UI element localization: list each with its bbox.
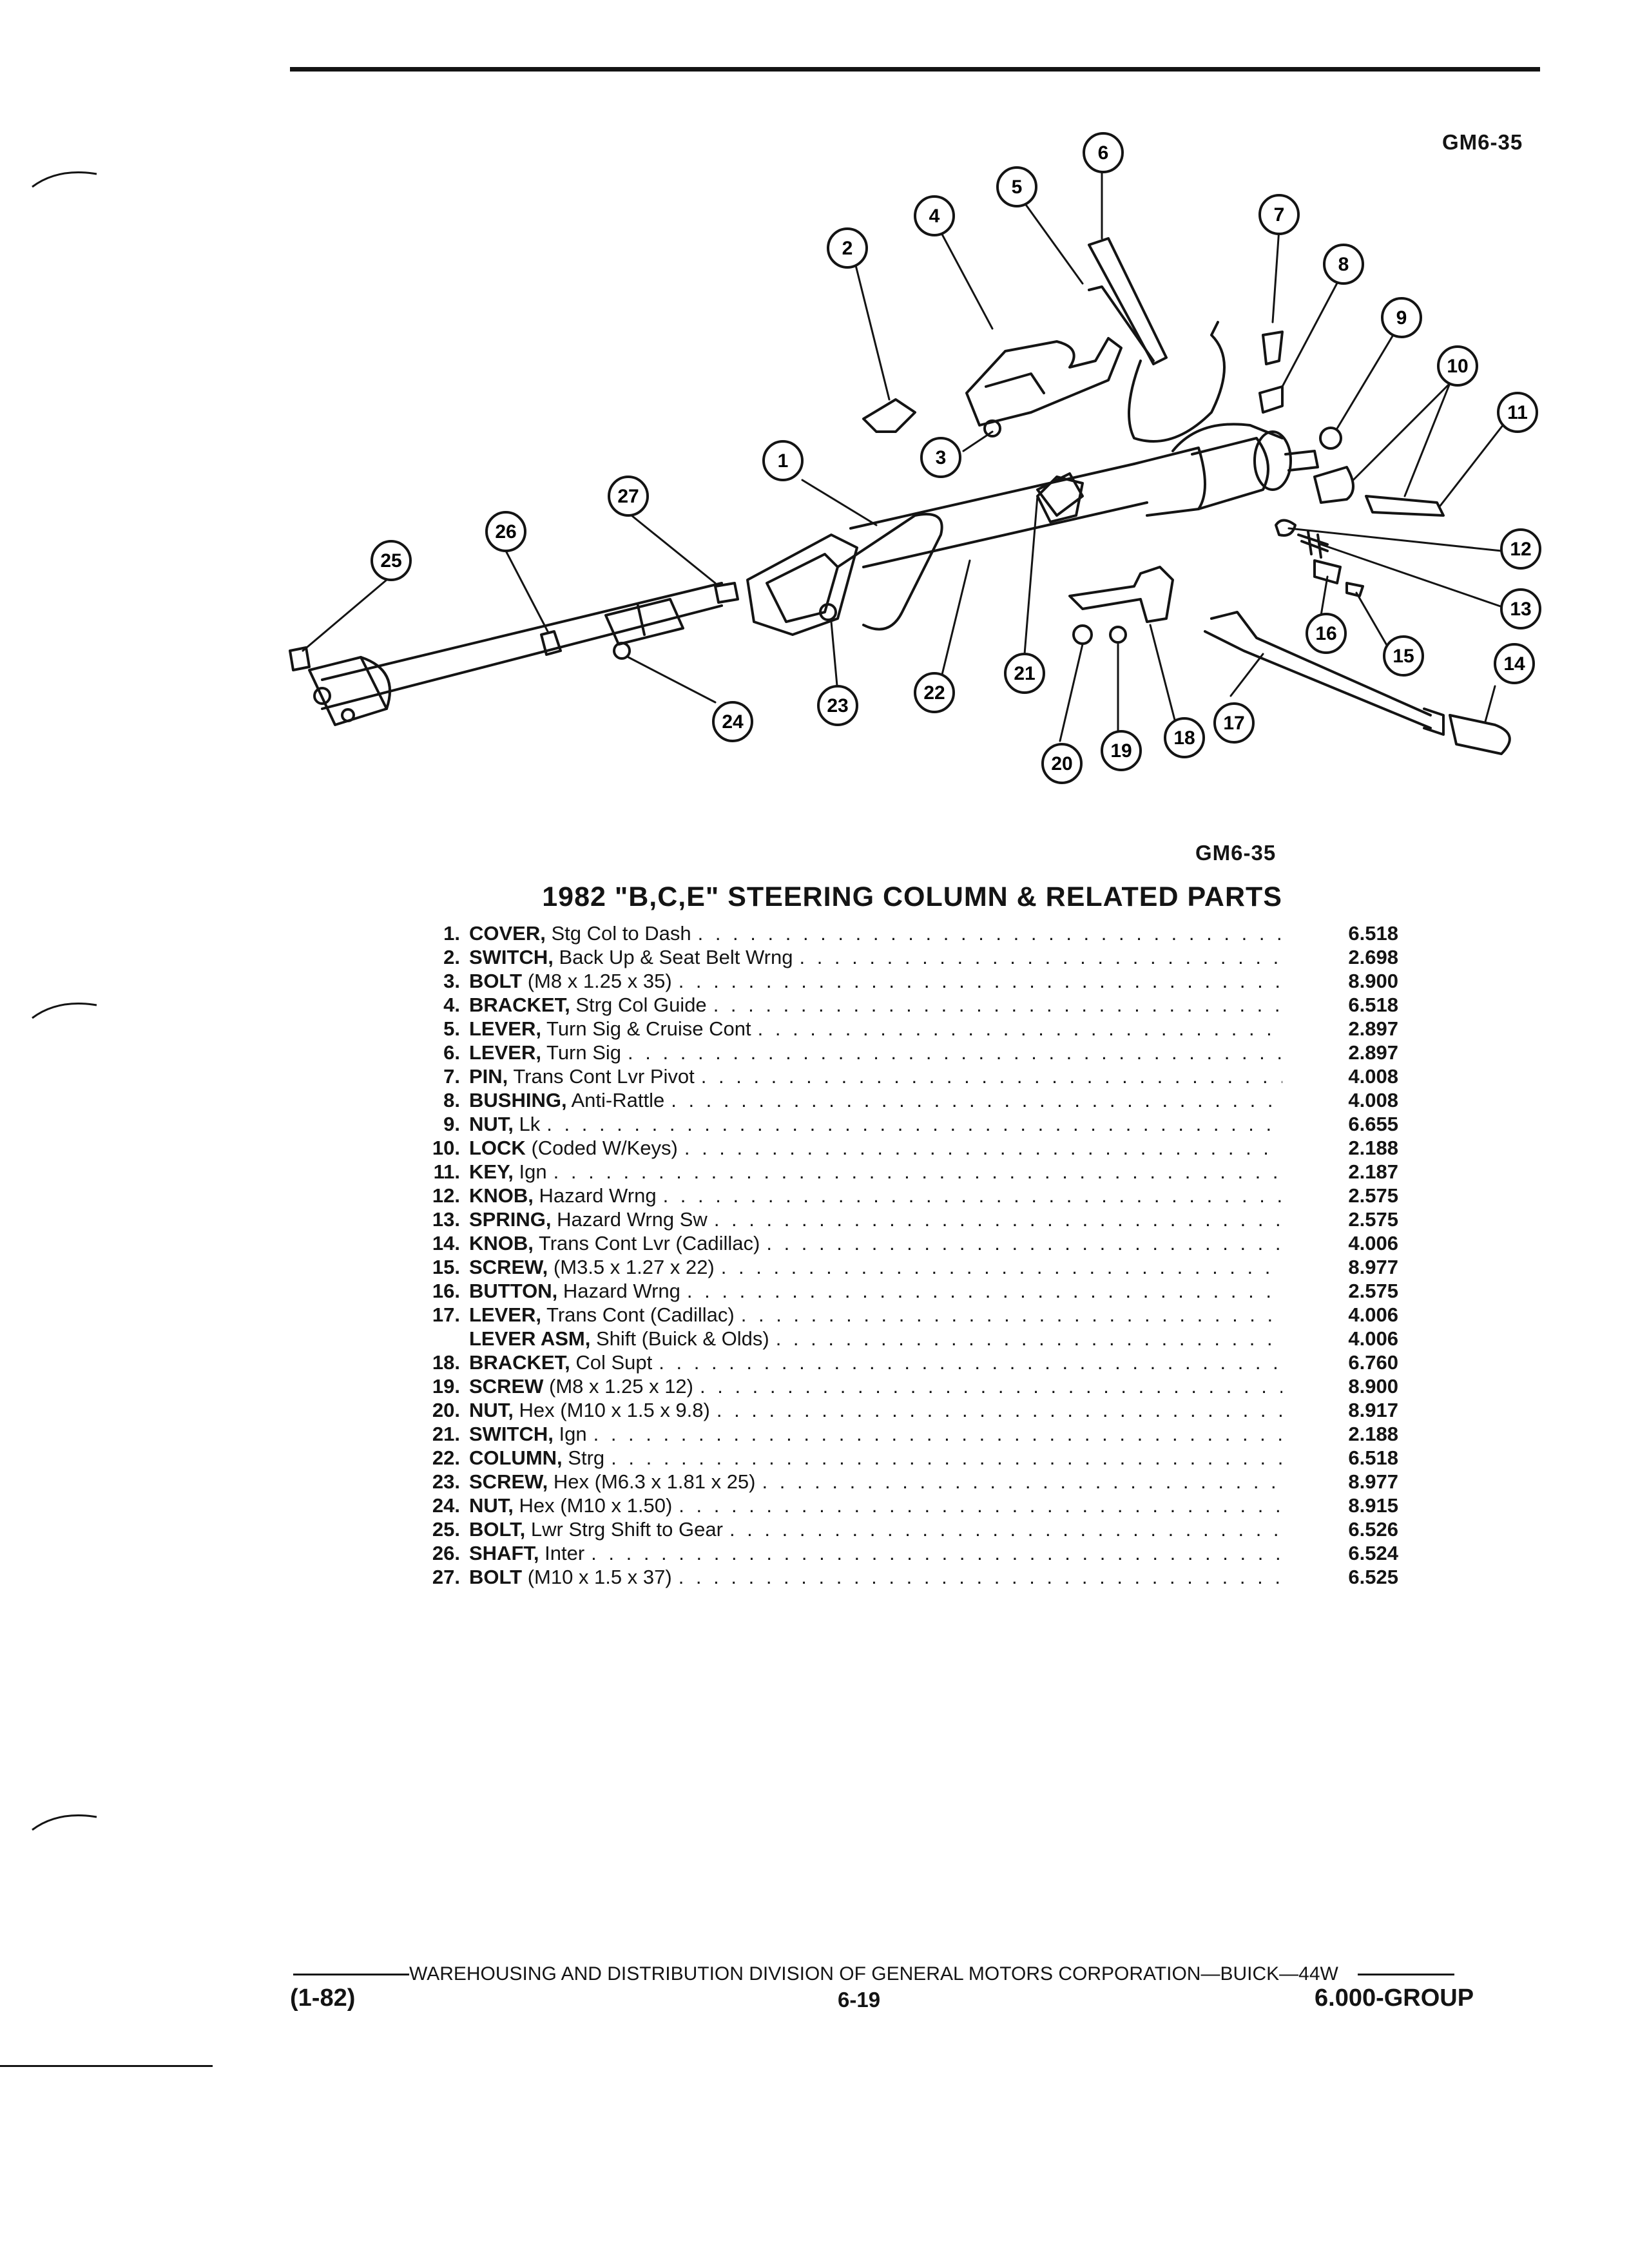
part-name: COLUMN, bbox=[469, 1446, 563, 1469]
parts-list-row bbox=[419, 1303, 1398, 1327]
footer-rule-left bbox=[293, 1974, 409, 1975]
footer-division-line bbox=[293, 1963, 1505, 1985]
part-description bbox=[460, 1017, 751, 1041]
svg-text:9: 9 bbox=[1396, 307, 1407, 329]
part-number: 2. bbox=[443, 946, 460, 968]
callout-5 bbox=[998, 168, 1036, 206]
footer-rule-right bbox=[1358, 1974, 1454, 1975]
leader-dots bbox=[776, 1327, 1282, 1350]
part-description bbox=[460, 1136, 678, 1160]
leader-dots bbox=[701, 1064, 1282, 1088]
part-spec: Stg Col to Dash bbox=[551, 922, 691, 945]
svg-text:4: 4 bbox=[929, 206, 940, 227]
part-spec: Back Up & Seat Belt Wrng bbox=[559, 946, 793, 968]
callout-16 bbox=[1307, 614, 1345, 653]
ignition-key-part bbox=[1366, 496, 1443, 515]
footer-date: (1-82) bbox=[290, 1984, 356, 2012]
leader-dots bbox=[671, 1088, 1282, 1112]
part-spec: (M8 x 1.25 x 12) bbox=[549, 1375, 693, 1398]
callout-7 bbox=[1260, 195, 1298, 234]
part-number: 7. bbox=[443, 1065, 460, 1088]
callout-22 bbox=[915, 673, 954, 712]
leader-dots bbox=[663, 1184, 1282, 1207]
part-spec: Inter bbox=[545, 1542, 585, 1564]
group-number: 4.006 bbox=[1348, 1232, 1398, 1254]
column-guide-bracket-part bbox=[967, 338, 1121, 425]
group-number: 2.188 bbox=[1348, 1137, 1398, 1159]
leader-dots bbox=[679, 969, 1282, 993]
part-number: 26. bbox=[432, 1542, 460, 1564]
part-name: SWITCH, bbox=[469, 1423, 554, 1445]
leader-dots bbox=[554, 1160, 1282, 1184]
exploded-parts-diagram bbox=[0, 0, 1629, 838]
part-number: 1. bbox=[443, 922, 460, 945]
part-spec: (M8 x 1.25 x 35) bbox=[527, 970, 672, 992]
svg-text:5: 5 bbox=[1011, 177, 1023, 198]
leader-dots bbox=[628, 1041, 1282, 1064]
parts-list-row bbox=[419, 1255, 1398, 1279]
svg-text:3: 3 bbox=[935, 447, 947, 468]
part-description bbox=[460, 1327, 769, 1350]
part-spec: Ign bbox=[519, 1160, 547, 1183]
part-description bbox=[460, 1303, 735, 1327]
anti-rattle-bushing-part bbox=[1260, 387, 1282, 412]
steering-column-part bbox=[851, 424, 1318, 567]
leader-dots bbox=[700, 1374, 1282, 1398]
svg-text:25: 25 bbox=[380, 550, 402, 572]
part-number: 15. bbox=[432, 1256, 460, 1278]
callout-4 bbox=[915, 197, 954, 235]
group-number: 8.977 bbox=[1348, 1470, 1398, 1493]
svg-text:17: 17 bbox=[1223, 713, 1245, 734]
part-name: LEVER, bbox=[469, 1017, 541, 1040]
parts-list-row bbox=[419, 1517, 1398, 1541]
part-description bbox=[460, 1565, 672, 1589]
part-name: SPRING, bbox=[469, 1208, 552, 1231]
group-number: 6.655 bbox=[1348, 1113, 1398, 1135]
part-name: BUSHING, bbox=[469, 1089, 567, 1111]
part-description bbox=[460, 1446, 604, 1470]
callout-24 bbox=[713, 702, 752, 741]
group-number: 2.188 bbox=[1348, 1423, 1398, 1445]
figure-code-bottom: GM6-35 bbox=[1195, 841, 1277, 865]
group-number: 8.900 bbox=[1348, 970, 1398, 992]
parts-list-row bbox=[419, 921, 1398, 945]
part-description bbox=[460, 1231, 760, 1255]
part-spec: Lk bbox=[519, 1113, 541, 1135]
callout-3 bbox=[921, 438, 960, 477]
column-support-bracket-part bbox=[1070, 567, 1173, 622]
part-name: SHAFT, bbox=[469, 1542, 539, 1564]
part-description bbox=[460, 1470, 756, 1494]
leader-dots bbox=[698, 921, 1282, 945]
part-number: 4. bbox=[443, 994, 460, 1016]
parts-list-title: 1982 "B,C,E" STEERING COLUMN & RELATED PARTS bbox=[542, 881, 1282, 912]
svg-text:26: 26 bbox=[495, 521, 517, 543]
part-description bbox=[460, 921, 691, 945]
part-name: LEVER ASM, bbox=[469, 1327, 591, 1350]
part-spec: Anti-Rattle bbox=[571, 1089, 665, 1111]
part-name: LEVER, bbox=[469, 1041, 541, 1064]
part-spec: Hex (M10 x 1.50) bbox=[519, 1494, 673, 1517]
callout-27 bbox=[609, 477, 648, 515]
parts-list-row bbox=[419, 1088, 1398, 1112]
part-description bbox=[460, 969, 672, 993]
parts-list-row bbox=[419, 1017, 1398, 1041]
part-name: BOLT bbox=[469, 970, 523, 992]
group-number: 4.006 bbox=[1348, 1303, 1398, 1326]
part-spec: (Coded W/Keys) bbox=[531, 1137, 678, 1159]
svg-text:12: 12 bbox=[1510, 539, 1532, 560]
part-number: 23. bbox=[432, 1470, 460, 1493]
part-name: LOCK bbox=[469, 1137, 526, 1159]
group-number: 6.525 bbox=[1348, 1566, 1398, 1588]
parts-list-row bbox=[419, 1470, 1398, 1494]
group-number: 4.008 bbox=[1348, 1089, 1398, 1111]
part-spec: Hex (M6.3 x 1.81 x 25) bbox=[553, 1470, 756, 1493]
part-number: 12. bbox=[432, 1184, 460, 1207]
part-description bbox=[460, 993, 707, 1017]
dash-cover-part bbox=[747, 514, 942, 635]
part-name: SWITCH, bbox=[469, 946, 554, 968]
callout-21 bbox=[1005, 654, 1044, 693]
part-name: KEY, bbox=[469, 1160, 514, 1183]
part-spec: Trans Cont Lvr Pivot bbox=[513, 1065, 695, 1088]
part-description bbox=[460, 1255, 715, 1279]
group-number: 8.977 bbox=[1348, 1256, 1398, 1278]
part-name: BRACKET, bbox=[469, 994, 570, 1016]
scan-mark-bottom-rule bbox=[0, 2065, 213, 2067]
parts-list-row bbox=[419, 1446, 1398, 1470]
part-description bbox=[460, 1184, 657, 1207]
part-number: 5. bbox=[443, 1017, 460, 1040]
part-description bbox=[460, 1064, 695, 1088]
part-number: 6. bbox=[443, 1041, 460, 1064]
group-number: 6.760 bbox=[1348, 1351, 1398, 1374]
svg-text:7: 7 bbox=[1273, 204, 1285, 226]
part-spec: Turn Sig & Cruise Cont bbox=[546, 1017, 751, 1040]
part-description bbox=[460, 1422, 587, 1446]
callout-23 bbox=[818, 686, 857, 725]
svg-text:10: 10 bbox=[1447, 356, 1469, 377]
leader-dots bbox=[762, 1470, 1283, 1494]
part-spec: Trans Cont (Cadillac) bbox=[546, 1303, 735, 1326]
part-description bbox=[460, 1279, 680, 1303]
callout-20 bbox=[1043, 744, 1081, 783]
part-description bbox=[460, 1494, 672, 1517]
part-name: COVER, bbox=[469, 922, 546, 945]
part-number: 16. bbox=[432, 1280, 460, 1302]
part-number: 20. bbox=[432, 1399, 460, 1421]
svg-text:2: 2 bbox=[842, 238, 853, 259]
leader-dots bbox=[714, 1207, 1282, 1231]
group-number: 6.518 bbox=[1348, 1446, 1398, 1469]
part-spec: Hex (M10 x 1.5 x 9.8) bbox=[519, 1399, 710, 1421]
part-name: KNOB, bbox=[469, 1184, 534, 1207]
callout-11 bbox=[1498, 393, 1537, 432]
svg-text:13: 13 bbox=[1510, 599, 1532, 620]
svg-text:21: 21 bbox=[1014, 663, 1036, 684]
part-name: KNOB, bbox=[469, 1232, 534, 1254]
part-number: 22. bbox=[432, 1446, 460, 1469]
group-number: 2.575 bbox=[1348, 1208, 1398, 1231]
part-name: BUTTON, bbox=[469, 1280, 558, 1302]
part-description bbox=[460, 1112, 540, 1136]
part-number: 17. bbox=[432, 1303, 460, 1326]
parts-list-row bbox=[419, 1350, 1398, 1374]
group-number: 6.518 bbox=[1348, 994, 1398, 1016]
scan-mark-middle bbox=[26, 992, 103, 1031]
callout-1 bbox=[764, 441, 802, 480]
part-number: 25. bbox=[432, 1518, 460, 1541]
parts-list-row bbox=[419, 1494, 1398, 1517]
part-description bbox=[460, 945, 793, 969]
callout-19 bbox=[1102, 731, 1141, 770]
backup-switch-part bbox=[863, 399, 915, 432]
part-name: SCREW, bbox=[469, 1256, 548, 1278]
leader-dots bbox=[659, 1350, 1282, 1374]
part-name: NUT, bbox=[469, 1399, 514, 1421]
part-description bbox=[460, 1088, 664, 1112]
part-number: 19. bbox=[432, 1375, 460, 1398]
leader-dots bbox=[717, 1398, 1282, 1422]
part-name: NUT, bbox=[469, 1494, 514, 1517]
svg-text:11: 11 bbox=[1507, 402, 1528, 423]
leader-dots bbox=[687, 1279, 1282, 1303]
leader-dots bbox=[679, 1494, 1282, 1517]
footer-group: 6.000-GROUP bbox=[1315, 1984, 1474, 2012]
svg-text:8: 8 bbox=[1338, 254, 1349, 275]
group-number: 2.575 bbox=[1348, 1280, 1398, 1302]
parts-list-row bbox=[419, 969, 1398, 993]
footer-division-text: WAREHOUSING AND DISTRIBUTION DIVISION OF GENERAL MOTORS CORPORATION—BUICK—44W bbox=[409, 1963, 1338, 1984]
callout-12 bbox=[1501, 530, 1540, 568]
figure-code-top: GM6-35 bbox=[1442, 130, 1523, 154]
scan-mark-top bbox=[26, 161, 103, 200]
callout-25 bbox=[372, 541, 410, 580]
part-name: BOLT bbox=[469, 1566, 523, 1588]
svg-text:27: 27 bbox=[617, 486, 639, 507]
parts-list-row bbox=[419, 1327, 1398, 1350]
svg-text:1: 1 bbox=[777, 450, 789, 472]
part-number: 11. bbox=[433, 1160, 460, 1183]
callout-17 bbox=[1215, 704, 1253, 742]
group-number: 4.006 bbox=[1348, 1327, 1398, 1350]
group-number: 8.915 bbox=[1348, 1494, 1398, 1517]
parts-list-row bbox=[419, 1374, 1398, 1398]
part-number: 8. bbox=[443, 1089, 460, 1111]
svg-text:6: 6 bbox=[1097, 142, 1109, 164]
svg-text:15: 15 bbox=[1393, 646, 1414, 667]
svg-text:23: 23 bbox=[827, 695, 849, 716]
callout-26 bbox=[487, 512, 525, 551]
part-description bbox=[460, 1207, 708, 1231]
part-name: BRACKET, bbox=[469, 1351, 570, 1374]
leader-dots bbox=[679, 1565, 1282, 1589]
parts-list-row bbox=[419, 1064, 1398, 1088]
leader-dots bbox=[758, 1017, 1282, 1041]
part-spec: (M10 x 1.5 x 37) bbox=[527, 1566, 672, 1588]
part-spec: Hazard Wrng bbox=[563, 1280, 680, 1302]
callout-15 bbox=[1384, 637, 1423, 675]
scan-mark-lower bbox=[26, 1804, 103, 1843]
callout-2 bbox=[828, 229, 867, 267]
svg-text:14: 14 bbox=[1503, 653, 1525, 675]
group-number: 8.900 bbox=[1348, 1375, 1398, 1398]
leader-dots bbox=[611, 1446, 1282, 1470]
leader-dots bbox=[591, 1541, 1282, 1565]
part-spec: Strg Col Guide bbox=[575, 994, 707, 1016]
part-name: LEVER, bbox=[469, 1303, 541, 1326]
parts-list-row bbox=[419, 1041, 1398, 1064]
leader-dots bbox=[729, 1517, 1282, 1541]
part-description bbox=[460, 1041, 621, 1064]
callout-8 bbox=[1324, 245, 1363, 284]
callout-10 bbox=[1438, 347, 1477, 385]
part-spec: Hazard Wrng Sw bbox=[557, 1208, 708, 1231]
svg-text:16: 16 bbox=[1315, 623, 1337, 644]
part-number: 27. bbox=[432, 1566, 460, 1588]
svg-text:18: 18 bbox=[1173, 727, 1195, 749]
group-number: 4.008 bbox=[1348, 1065, 1398, 1088]
leader-dots bbox=[713, 993, 1282, 1017]
callout-6 bbox=[1084, 133, 1123, 172]
part-number: 3. bbox=[443, 970, 460, 992]
parts-list-row bbox=[419, 1422, 1398, 1446]
part-spec: Hazard Wrng bbox=[539, 1184, 657, 1207]
parts-list-row bbox=[419, 1279, 1398, 1303]
part-description bbox=[460, 1398, 710, 1422]
screw-part bbox=[1347, 583, 1363, 596]
part-number: 9. bbox=[443, 1113, 460, 1135]
leader-dots bbox=[741, 1303, 1282, 1327]
part-spec: Ign bbox=[559, 1423, 587, 1445]
svg-text:19: 19 bbox=[1110, 740, 1132, 762]
lock-nut-part bbox=[1320, 428, 1341, 448]
part-spec: Turn Sig bbox=[546, 1041, 622, 1064]
parts-list-row bbox=[419, 945, 1398, 969]
part-number: 21. bbox=[432, 1423, 460, 1445]
group-number: 2.698 bbox=[1348, 946, 1398, 968]
part-number: 24. bbox=[432, 1494, 460, 1517]
part-number: 10. bbox=[432, 1137, 460, 1159]
part-number: 14. bbox=[432, 1232, 460, 1254]
parts-list-row bbox=[419, 1207, 1398, 1231]
parts-list-row bbox=[419, 1160, 1398, 1184]
group-number: 8.917 bbox=[1348, 1399, 1398, 1421]
parts-list-row bbox=[419, 1565, 1398, 1589]
group-number: 6.518 bbox=[1348, 922, 1398, 945]
part-spec: Lwr Strg Shift to Gear bbox=[530, 1518, 723, 1541]
part-spec: Shift (Buick & Olds) bbox=[595, 1327, 769, 1350]
intermediate-shaft-part bbox=[309, 583, 722, 725]
part-description bbox=[460, 1160, 547, 1184]
part-spec: Trans Cont Lvr (Cadillac) bbox=[538, 1232, 760, 1254]
svg-text:20: 20 bbox=[1051, 753, 1073, 774]
svg-text:24: 24 bbox=[722, 711, 744, 733]
group-number: 2.187 bbox=[1348, 1160, 1398, 1183]
callout-18 bbox=[1165, 718, 1204, 757]
leader-dots bbox=[721, 1255, 1282, 1279]
parts-list-row bbox=[419, 1231, 1398, 1255]
group-number: 2.897 bbox=[1348, 1041, 1398, 1064]
callout-14 bbox=[1495, 644, 1534, 683]
part-name: SCREW, bbox=[469, 1470, 548, 1493]
part-description bbox=[460, 1541, 584, 1565]
part-spec: Strg bbox=[568, 1446, 605, 1469]
group-number: 6.526 bbox=[1348, 1518, 1398, 1541]
parts-list-row bbox=[419, 1398, 1398, 1422]
parts-list-row bbox=[419, 993, 1398, 1017]
part-spec: Col Supt bbox=[575, 1351, 653, 1374]
part-spec: (M3.5 x 1.27 x 22) bbox=[553, 1256, 715, 1278]
part-name: SCREW bbox=[469, 1375, 544, 1398]
part-number: 18. bbox=[432, 1351, 460, 1374]
parts-list bbox=[419, 921, 1398, 1589]
lock-part bbox=[1315, 467, 1353, 503]
group-number: 2.897 bbox=[1348, 1017, 1398, 1040]
part-description bbox=[460, 1350, 652, 1374]
parts-list-row bbox=[419, 1136, 1398, 1160]
parts-list-row bbox=[419, 1184, 1398, 1207]
svg-text:22: 22 bbox=[923, 682, 945, 704]
part-number: 13. bbox=[432, 1208, 460, 1231]
group-number: 2.575 bbox=[1348, 1184, 1398, 1207]
leader-dots bbox=[766, 1231, 1282, 1255]
part-name: NUT, bbox=[469, 1113, 514, 1135]
leader-dots bbox=[546, 1112, 1282, 1136]
callout-9 bbox=[1382, 298, 1421, 337]
pivot-pin-part bbox=[1263, 332, 1282, 364]
parts-list-row bbox=[419, 1541, 1398, 1565]
part-description bbox=[460, 1517, 723, 1541]
group-number: 6.524 bbox=[1348, 1542, 1398, 1564]
callout-13 bbox=[1501, 590, 1540, 628]
leader-dots bbox=[593, 1422, 1282, 1446]
part-description bbox=[460, 1374, 693, 1398]
parts-list-row bbox=[419, 1112, 1398, 1136]
footer-page-number: 6-19 bbox=[838, 1988, 881, 2012]
leader-dots bbox=[684, 1136, 1282, 1160]
part-name: PIN, bbox=[469, 1065, 508, 1088]
leader-dots bbox=[799, 945, 1282, 969]
part-name: BOLT, bbox=[469, 1518, 526, 1541]
